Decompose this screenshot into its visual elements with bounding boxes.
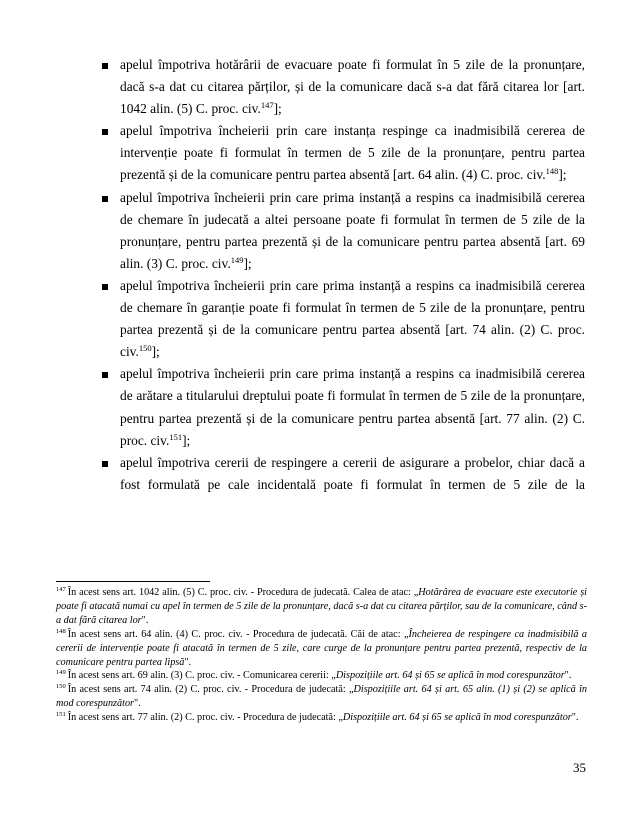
bullet-tail: ]; [151,344,160,360]
bullet-body: apelul împotriva încheierii prin care instanța respinge ca inadmisibilă cererea de intervenție poate fi formulat în termen de 5 zile de la pronunțare, pentru partea prezentă și de la comunicare pentru partea absentă [art. 64 alin. (4) C. proc. civ. [120,123,585,183]
bullet-tail: ]; [243,255,252,271]
footnote [56,683,587,711]
footnote-ref: 149 [230,254,244,265]
footnote-end: ". [571,712,579,724]
footnote-number: 147 [56,586,66,593]
bullet-tail: ]; [558,167,567,183]
square-bullet-icon [102,63,108,69]
footnote-number: 148 [56,627,66,635]
footnote-quote: Dispozițiile art. 64 și 65 se aplică în mod corespunzător [342,712,572,724]
bullet-body: apelul împotriva cererii de respingere a cererii de asigurare a probelor, chiar dacă a fost formulată pe cale incidentală poate fi formulat în termen de 5 zile de la [120,454,585,492]
square-bullet-icon [102,196,108,202]
bullet-list [120,54,585,496]
bullet-body: apelul împotriva încheierii prin care prima instanță a respins ca inadmisibilă cererea de chemare în judecată a altei persoane poate fi formulat în termen de 5 zile de la pronunțare, pentru partea prezentă și de la comunicare pentru partea absentă [art. 69 alin. (3) C. proc. civ. [120,189,585,271]
footnote-end: ". [564,670,572,682]
bullet-item [120,120,585,186]
footnote-quote: Dispozițiile art. 64 și art. 65 alin. (1) și (2) se aplică în mod corespunzător [56,684,587,710]
bullet-tail: ]; [182,432,191,448]
bullet-text [120,187,585,275]
footnote-quote: Dispozițiile art. 64 și 65 se aplică în mod corespunzător [335,670,565,682]
footnote-ref: 150 [138,343,152,354]
footnote-quote: Hotărârea de evacuare este executorie și poate fi atacată numai cu apel în termen de 5 zile de la pronunțare, dacă s-a dat cu citarea părților, sau de la comunicare, când s-a dat fără citarea lor [56,587,588,626]
footnote [56,711,587,725]
bullet-text [120,120,585,186]
footnote-text: În acest sens art. 1042 alin. (5) C. proc. civ. - Procedura de judecată. Calea de atac: „ [67,587,419,598]
footnote-text: În acest sens art. 74 alin. (2) C. proc. civ. - Procedura de judecată: „ [67,684,354,696]
footnote-number: 150 [56,683,66,691]
footnote-text: În acest sens art. 69 alin. (3) C. proc. civ. - Comunicarea cererii: „ [67,670,336,682]
page-number: 35 [573,760,586,775]
bullet-item [120,275,585,363]
footnote [56,669,587,683]
footnote [56,628,587,670]
footnote [56,586,587,628]
footnotes [56,586,587,725]
square-bullet-icon [102,284,108,290]
bullet-body: apelul împotriva hotărârii de evacuare poate fi formulat în 5 zile de la pronunțare, dacă s-a dat cu citarea părților, și de la comunicare dacă s-a dat fără citarea lor [art. 1042 alin. (5) C. proc. civ. [120,57,585,117]
footnote-ref: 148 [545,166,559,177]
bullet-text [120,452,585,496]
footnote-number: 151 [56,711,66,719]
bullet-text [120,363,585,451]
bullet-body: apelul împotriva încheierii prin care prima instanță a respins ca inadmisibilă cererea de chemare în garanție poate fi formulat în termen de 5 zile de la pronunțare, pentru partea prezentă și de la comunicare pentru partea absentă [art. 74 alin. (2) C. proc. civ. [120,277,585,360]
footnote-number: 149 [56,669,66,677]
footnote-text: În acest sens art. 64 alin. (4) C. proc. civ. - Procedura de judecată. Căi de atac: „ [67,628,409,640]
bullet-text [120,275,585,363]
square-bullet-icon [102,372,108,378]
footnote-separator [56,581,210,582]
bullet-tail: ]; [273,101,282,117]
bullet-item [120,363,585,451]
footnote-end: ". [134,698,141,710]
bullet-item [120,452,585,496]
footnote-ref: 147 [260,100,274,111]
bullet-item [120,187,585,275]
footnote-text: În acest sens art. 77 alin. (2) C. proc. civ. - Procedura de judecată: „ [67,712,343,724]
footnote-end: ". [141,614,149,626]
square-bullet-icon [102,461,108,467]
footnote-end: ". [184,656,192,668]
bullet-item [120,54,585,120]
footnote-ref: 151 [169,431,183,442]
square-bullet-icon [102,129,108,135]
footnote-quote: Încheierea de respingere ca inadmisibilă a cererii de intervenție poate fi atacată în termen de 5 zile, care curge de la pronunțare pentru partea prezentă, respectiv de la comunicare pentru partea lipsă [56,628,587,668]
bullet-body: apelul împotriva încheierii prin care prima instanță a respins ca inadmisibilă cererea de arătare a titularului dreptului poate fi formulat în termen de 5 zile de la pronunțare, pentru partea prezentă și de la comunicare pentru partea absentă [art. 77 alin. (2) C. proc. civ. [120,366,585,448]
bullet-text [120,54,585,120]
